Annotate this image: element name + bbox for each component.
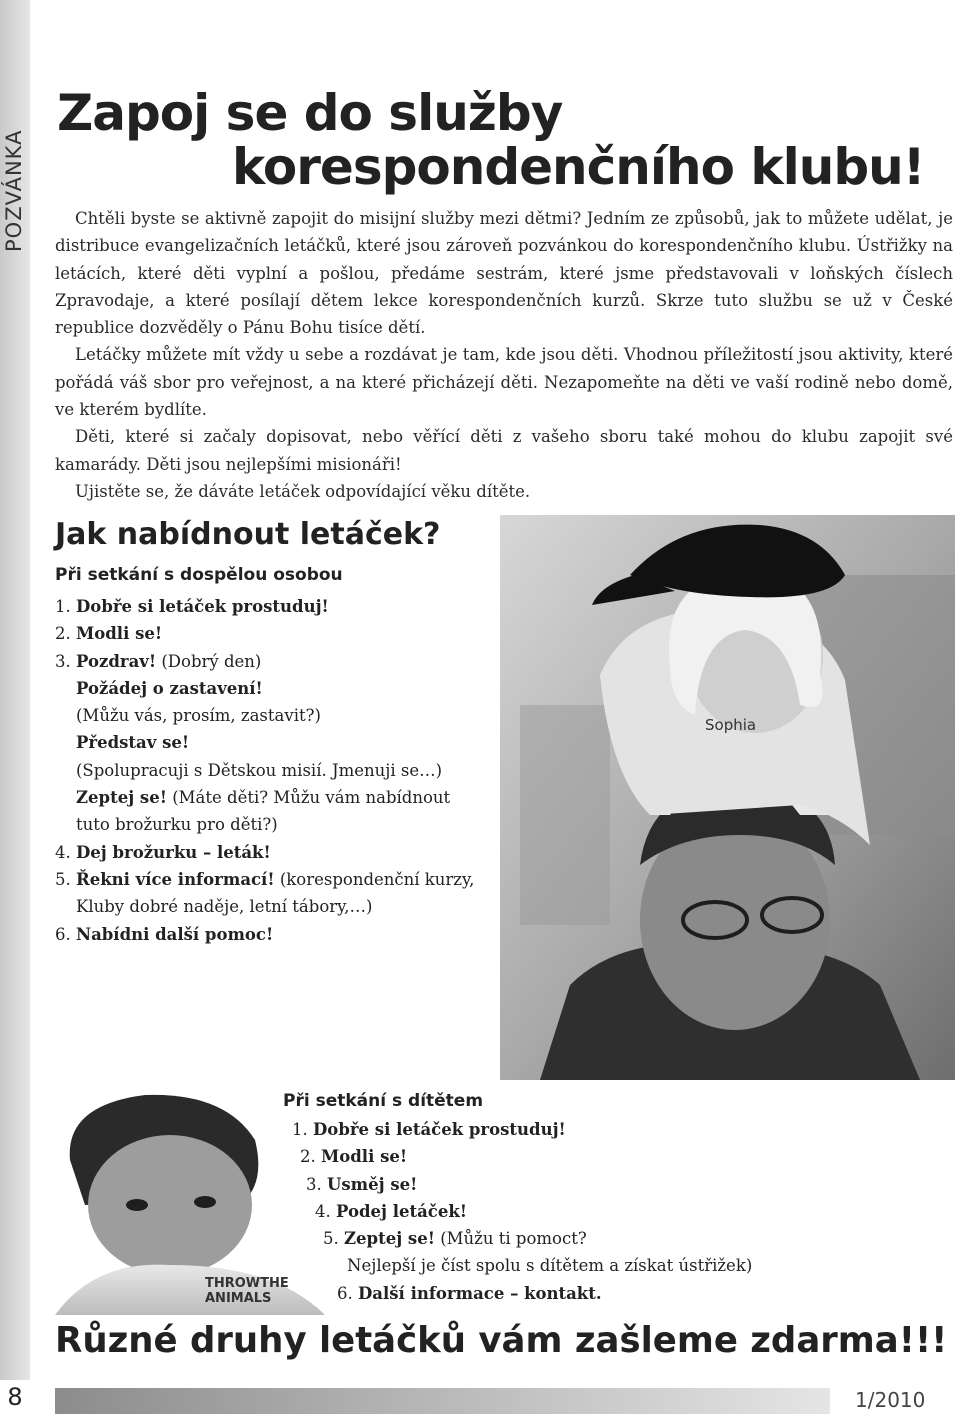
step-text: (Můžu ti pomoct? bbox=[440, 1229, 587, 1249]
child-subheading: Při setkání s dítětem bbox=[283, 1091, 484, 1111]
step-text: 4. bbox=[55, 842, 71, 862]
list-item bbox=[55, 757, 525, 784]
page-number: 8 bbox=[7, 1383, 23, 1411]
shirt-text-2: ANIMALS bbox=[205, 1291, 272, 1306]
step-label: Modli se! bbox=[76, 624, 163, 644]
list-item bbox=[287, 1252, 807, 1279]
adult-subheading: Při setkání s dospělou osobou bbox=[55, 565, 343, 585]
list-item bbox=[55, 811, 525, 838]
issue-number: 1/2010 bbox=[855, 1388, 926, 1412]
intro-paragraph-3: Děti, které si začaly dopisovat, nebo věřící děti z vašeho sboru také mohou do klubu zapojit své kamarády. Děti jsou nejlepšími misionáři! bbox=[55, 427, 953, 474]
step-text: (Spolupracuji s Dětskou misií. Jmenuji se…) bbox=[76, 760, 443, 780]
list-item bbox=[55, 620, 525, 647]
title-line-1: Zapoj se do služby bbox=[57, 84, 563, 142]
intro-paragraph-2: Letáčky můžete mít vždy u sebe a rozdávat je tam, kde jsou děti. Vhodnou příležitostí jsou aktivity, které pořádá váš sbor pro veřejnost, a na které přicházejí děti. Nezapomeňte na děti ve vaší rodině nebo domě, ve kterém bydlíte. bbox=[55, 345, 953, 420]
step-label: Zeptej se! bbox=[76, 788, 167, 808]
step-label: Usměj se! bbox=[327, 1174, 418, 1194]
list-item bbox=[55, 921, 525, 948]
step-label: Řekni více informací! bbox=[76, 869, 275, 889]
list-item bbox=[55, 729, 525, 756]
list-item bbox=[55, 784, 525, 811]
photo-father-with-child-image bbox=[500, 515, 955, 1080]
cap-text: Sophia bbox=[705, 716, 757, 734]
step-label: Pozdrav! bbox=[76, 651, 157, 671]
step-label: Zeptej se! bbox=[344, 1229, 435, 1249]
step-text: Nejlepší je číst spolu s dítětem a získat ústřižek) bbox=[347, 1256, 753, 1276]
step-label: Modli se! bbox=[321, 1147, 408, 1167]
adult-steps bbox=[55, 593, 525, 948]
step-text: tuto brožurku pro děti?) bbox=[76, 815, 278, 835]
step-text: 6. bbox=[337, 1283, 353, 1303]
step-text: 3. bbox=[55, 651, 71, 671]
step-label: Požádej o zastavení! bbox=[76, 678, 263, 698]
footer-title: Různé druhy letáčků vám zašleme zdarma!!! bbox=[55, 1320, 948, 1361]
intro-text bbox=[55, 205, 953, 505]
photo-father-with-child bbox=[500, 515, 955, 1080]
list-item bbox=[55, 675, 525, 702]
list-item bbox=[287, 1225, 807, 1252]
step-text: 5. bbox=[55, 869, 71, 889]
page-footer-bar bbox=[55, 1388, 830, 1414]
step-text: (korespondenční kurzy, bbox=[279, 869, 475, 889]
step-label: Představ se! bbox=[76, 733, 190, 753]
step-label: Dej brožurku – leták! bbox=[76, 842, 271, 862]
child-steps bbox=[287, 1116, 807, 1307]
list-item bbox=[55, 648, 525, 675]
step-text: (Dobrý den) bbox=[161, 651, 262, 671]
list-item bbox=[287, 1171, 807, 1198]
step-text: 3. bbox=[306, 1174, 322, 1194]
title-line-2: korespondenčního klubu! bbox=[232, 138, 925, 196]
list-item bbox=[287, 1198, 807, 1225]
step-text: 6. bbox=[55, 924, 71, 944]
list-item bbox=[55, 593, 525, 620]
section-heading: Jak nabídnout letáček? bbox=[55, 517, 441, 552]
section-label: POZVÁNKA bbox=[2, 129, 26, 252]
step-text: (Máte děti? Můžu vám nabídnout bbox=[172, 788, 451, 808]
list-item bbox=[287, 1143, 807, 1170]
list-item bbox=[55, 702, 525, 729]
list-item bbox=[55, 839, 525, 866]
step-text: (Můžu vás, prosím, zastavit?) bbox=[76, 706, 321, 726]
step-label: Dobře si letáček prostuduj! bbox=[313, 1120, 566, 1139]
list-item bbox=[55, 893, 525, 920]
intro-paragraph-4: Ujistěte se, že dáváte letáček odpovídající věku dítěte. bbox=[75, 481, 531, 501]
step-text: 2. bbox=[300, 1147, 316, 1167]
step-label: Dobře si letáček prostuduj! bbox=[76, 597, 329, 616]
step-label: Nabídni další pomoc! bbox=[76, 924, 274, 944]
step-text: 4. bbox=[315, 1201, 331, 1221]
step-text: 1. bbox=[55, 597, 71, 616]
step-text: 5. bbox=[323, 1229, 339, 1249]
list-item bbox=[287, 1116, 807, 1143]
step-text: Kluby dobré naděje, letní tábory,…) bbox=[76, 897, 373, 917]
step-text: 2. bbox=[55, 624, 71, 644]
intro-paragraph-1: Chtěli byste se aktivně zapojit do misijní služby mezi dětmi? Jedním ze způsobů, jak to můžete udělat, je distribuce evangelizačních letáčků, které jsou zároveň pozvánkou do korespondenčního klubu. Ústřižky na letácích, které děti vyplní a pošlou, předáme sestrám, které jsme představovali v loňských číslech Zpravodaje, a které posílají dětem lekce korespondenčních kurzů. Skrze tuto službu se už v České republice dozvěděly o Pánu Bohu tisíce dětí. bbox=[55, 209, 953, 338]
shirt-text-1: THROWTHE bbox=[205, 1276, 289, 1291]
list-item bbox=[287, 1280, 807, 1307]
step-label: Podej letáček! bbox=[336, 1201, 468, 1221]
step-label: Další informace – kontakt. bbox=[358, 1283, 602, 1303]
list-item bbox=[55, 866, 525, 893]
step-text: 1. bbox=[292, 1120, 308, 1139]
